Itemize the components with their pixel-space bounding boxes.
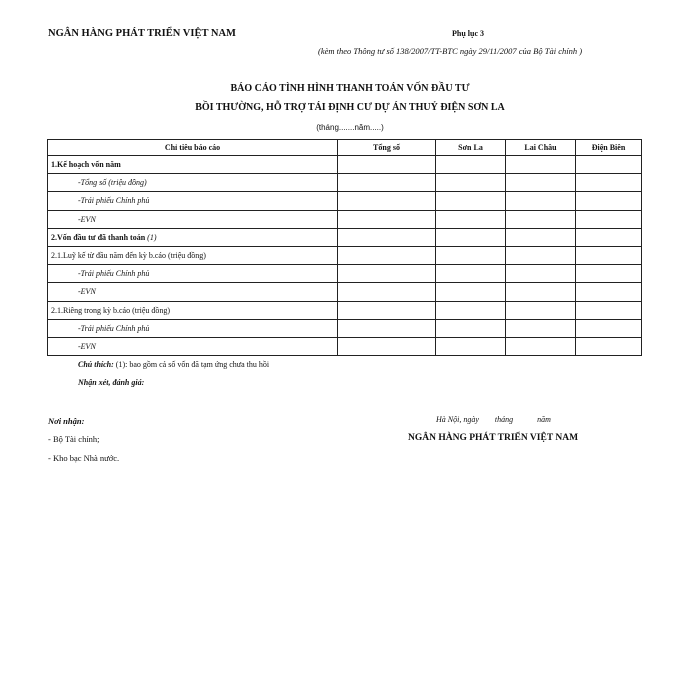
value-cell[interactable] [576, 301, 642, 319]
row-label: -EVN [48, 210, 338, 228]
value-cell[interactable] [436, 319, 506, 337]
place-date-year: năm [537, 415, 551, 424]
value-cell[interactable] [436, 228, 506, 246]
report-table [47, 139, 642, 356]
place-date-line [436, 415, 551, 424]
table-row [48, 210, 642, 228]
row-label: 2.1.Riêng trong kỳ b.cáo (triệu đồng) [48, 301, 338, 319]
table-row [48, 319, 642, 337]
column-header: Chỉ tiêu báo cáo [48, 140, 338, 156]
recipient-item: - Bộ Tài chính; [48, 434, 100, 444]
value-cell[interactable] [506, 174, 576, 192]
legal-reference: (kèm theo Thông tư số 138/2007/TT-BTC ngày 29/11/2007 của Bộ Tài chính ) [318, 46, 583, 56]
value-cell[interactable] [436, 246, 506, 264]
column-header: Lai Châu [506, 140, 576, 156]
value-cell[interactable] [506, 337, 576, 355]
value-cell[interactable] [338, 156, 436, 174]
value-cell[interactable] [338, 228, 436, 246]
recipients-label: Nơi nhận: [48, 416, 85, 426]
row-label: -Tổng số (triệu đồng) [48, 174, 338, 192]
value-cell[interactable] [338, 301, 436, 319]
value-cell[interactable] [576, 210, 642, 228]
row-label: 1.Kế hoạch vốn năm [48, 156, 338, 174]
column-header: Điện Biên [576, 140, 642, 156]
value-cell[interactable] [436, 301, 506, 319]
row-label-main: 2.Vốn đầu tư đã thanh toán [51, 232, 146, 242]
value-cell[interactable] [506, 228, 576, 246]
table-row [48, 265, 642, 283]
value-cell[interactable] [576, 319, 642, 337]
appendix-label: Phụ lục 3 [452, 29, 485, 38]
row-label: -Trái phiếu Chính phủ [48, 319, 338, 337]
value-cell[interactable] [506, 210, 576, 228]
table-row [48, 228, 642, 246]
value-cell[interactable] [338, 246, 436, 264]
organization-name: NGÂN HÀNG PHÁT TRIỂN VIỆT NAM [48, 28, 236, 39]
place-date-month: tháng [494, 415, 514, 424]
value-cell[interactable] [576, 156, 642, 174]
row-label-footnote-ref: (1) [145, 232, 157, 242]
table-row [48, 283, 642, 301]
table-header-row [48, 140, 642, 156]
row-label: -EVN [48, 283, 338, 301]
value-cell[interactable] [576, 192, 642, 210]
signer-organization: NGÂN HÀNG PHÁT TRIỂN VIỆT NAM [408, 433, 579, 443]
value-cell[interactable] [506, 283, 576, 301]
assessment-label: Nhận xét, đánh giá: [78, 378, 145, 387]
value-cell[interactable] [506, 156, 576, 174]
row-label [48, 228, 338, 246]
value-cell[interactable] [338, 319, 436, 337]
value-cell[interactable] [436, 210, 506, 228]
report-title-line2: BỒI THƯỜNG, HỖ TRỢ TÁI ĐỊNH CƯ DỰ ÁN THUỶ ĐIỆN SƠN LA [195, 102, 505, 113]
table-row [48, 192, 642, 210]
table-row [48, 156, 642, 174]
table-row [48, 246, 642, 264]
value-cell[interactable] [338, 192, 436, 210]
table-row [48, 337, 642, 355]
footnote [78, 360, 269, 369]
value-cell[interactable] [506, 265, 576, 283]
value-cell[interactable] [436, 337, 506, 355]
report-period: (tháng.......năm.....) [316, 123, 384, 132]
table-row [48, 301, 642, 319]
row-label: -EVN [48, 337, 338, 355]
place-date-city: Hà Nội, ngày [436, 415, 479, 424]
row-label: -Trái phiếu Chính phủ [48, 192, 338, 210]
table-row [48, 174, 642, 192]
value-cell[interactable] [576, 265, 642, 283]
value-cell[interactable] [576, 283, 642, 301]
value-cell[interactable] [576, 174, 642, 192]
recipient-item: - Kho bạc Nhà nước. [48, 453, 120, 463]
value-cell[interactable] [436, 283, 506, 301]
value-cell[interactable] [576, 228, 642, 246]
value-cell[interactable] [506, 301, 576, 319]
value-cell[interactable] [506, 246, 576, 264]
value-cell[interactable] [506, 319, 576, 337]
row-label: 2.1.Luỹ kế từ đầu năm đến kỳ b.cáo (triệu đồng) [48, 246, 338, 264]
report-title-line1: BÁO CÁO TÌNH HÌNH THANH TOÁN VỐN ĐẦU TƯ [230, 83, 470, 94]
value-cell[interactable] [338, 265, 436, 283]
column-header: Tổng số [338, 140, 436, 156]
value-cell[interactable] [436, 265, 506, 283]
value-cell[interactable] [576, 246, 642, 264]
footnote-text: (1): bao gồm cả số vốn đã tạm ứng chưa thu hồi [113, 360, 270, 369]
value-cell[interactable] [506, 192, 576, 210]
value-cell[interactable] [338, 174, 436, 192]
value-cell[interactable] [338, 337, 436, 355]
value-cell[interactable] [436, 174, 506, 192]
value-cell[interactable] [338, 283, 436, 301]
row-label: -Trái phiếu Chính phủ [48, 265, 338, 283]
column-header: Sơn La [436, 140, 506, 156]
footnote-label: Chú thích: [78, 360, 114, 369]
value-cell[interactable] [436, 156, 506, 174]
value-cell[interactable] [436, 192, 506, 210]
value-cell[interactable] [338, 210, 436, 228]
value-cell[interactable] [576, 337, 642, 355]
